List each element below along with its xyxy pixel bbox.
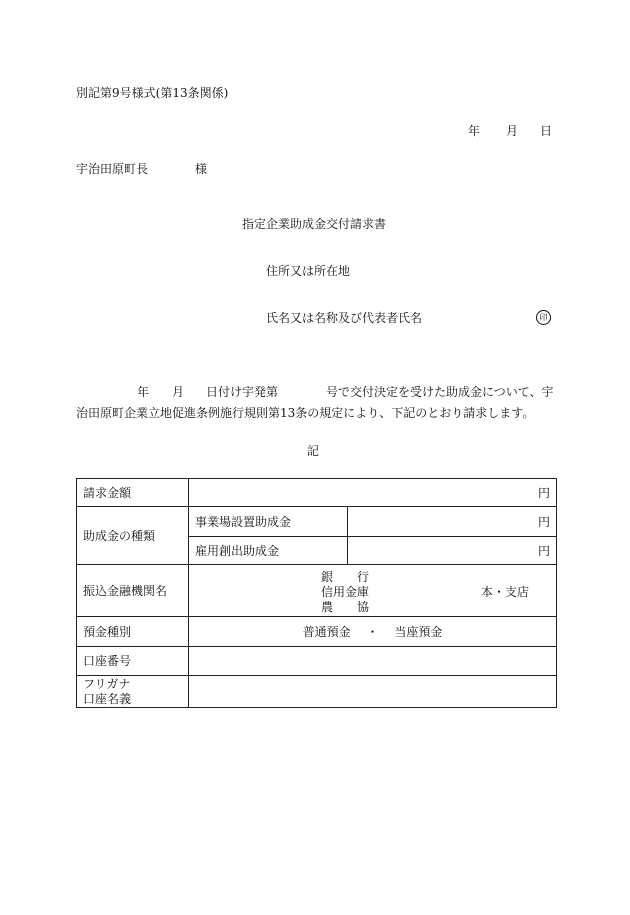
request-amount-label: 請求金額: [77, 479, 189, 507]
date-year-label: 年: [468, 124, 481, 138]
account-number-label: 口座番号: [77, 647, 189, 676]
date-month-label: 月: [506, 124, 519, 138]
account-name-label: [77, 676, 189, 708]
body-line2: 治田原町企業立地促進条例施行規則第13条の規定により、下記のとおり請求します。: [76, 406, 535, 420]
body-dated-no: 日付け宇発第: [206, 385, 279, 399]
subsidy-type-label: 助成金の種類: [77, 507, 189, 565]
bank-option-bank[interactable]: 銀 行: [321, 569, 370, 584]
deposit-current-option[interactable]: 当座預金: [394, 624, 443, 639]
request-amount-unit: 円: [538, 485, 551, 500]
branch-label[interactable]: 本・支店: [481, 584, 530, 599]
body-month: 月: [172, 385, 185, 399]
row-bank: [77, 565, 557, 617]
account-number-field[interactable]: [189, 647, 557, 676]
bank-label: 振込金融機関名: [77, 565, 189, 617]
date-day-label: 日: [540, 124, 553, 138]
deposit-ordinary-option[interactable]: 普通預金: [302, 624, 351, 639]
subsidy-item-unit: 円: [538, 543, 551, 558]
row-deposit-type: [77, 617, 557, 647]
account-holder-label: 口座名義: [83, 691, 132, 706]
addressee-honorific: 様: [195, 162, 208, 176]
bank-field[interactable]: [189, 565, 557, 617]
subsidy-item-name: 事業場設置助成金: [189, 507, 348, 537]
row-subsidy-type-1: [77, 507, 557, 537]
row-request-amount: [77, 479, 557, 507]
subsidy-item-amount-field[interactable]: [348, 507, 557, 537]
address-label: 住所又は所在地: [266, 264, 351, 278]
addressee-name: 宇治田原町長: [76, 162, 149, 176]
body-year: 年: [137, 385, 150, 399]
deposit-type-field[interactable]: [189, 617, 557, 647]
seal-mark: 印: [536, 310, 551, 325]
furigana-label: フリガナ: [83, 676, 131, 691]
request-table: [76, 478, 557, 708]
subsidy-item-amount-field[interactable]: [348, 537, 557, 565]
document-title: 指定企業助成金交付請求書: [242, 217, 387, 231]
form-reference: 別記第9号様式(第13条関係): [76, 86, 229, 100]
deposit-type-label: 預金種別: [77, 617, 189, 647]
deposit-separator: ・: [366, 624, 379, 639]
ki-mark: 記: [307, 444, 320, 458]
subsidy-item-name: 雇用創出助成金: [189, 537, 348, 565]
bank-option-shinkin[interactable]: 信用金庫: [321, 584, 370, 599]
request-amount-field[interactable]: [189, 479, 557, 507]
account-name-field[interactable]: [189, 676, 557, 708]
subsidy-item-unit: 円: [538, 514, 551, 529]
row-account-number: [77, 647, 557, 676]
bank-option-nokyo[interactable]: 農 協: [321, 599, 370, 614]
row-account-name: [77, 676, 557, 708]
name-label: 氏名又は名称及び代表者氏名: [266, 311, 423, 325]
body-line1-rest: 号で交付決定を受けた助成金について、宇: [326, 385, 554, 399]
